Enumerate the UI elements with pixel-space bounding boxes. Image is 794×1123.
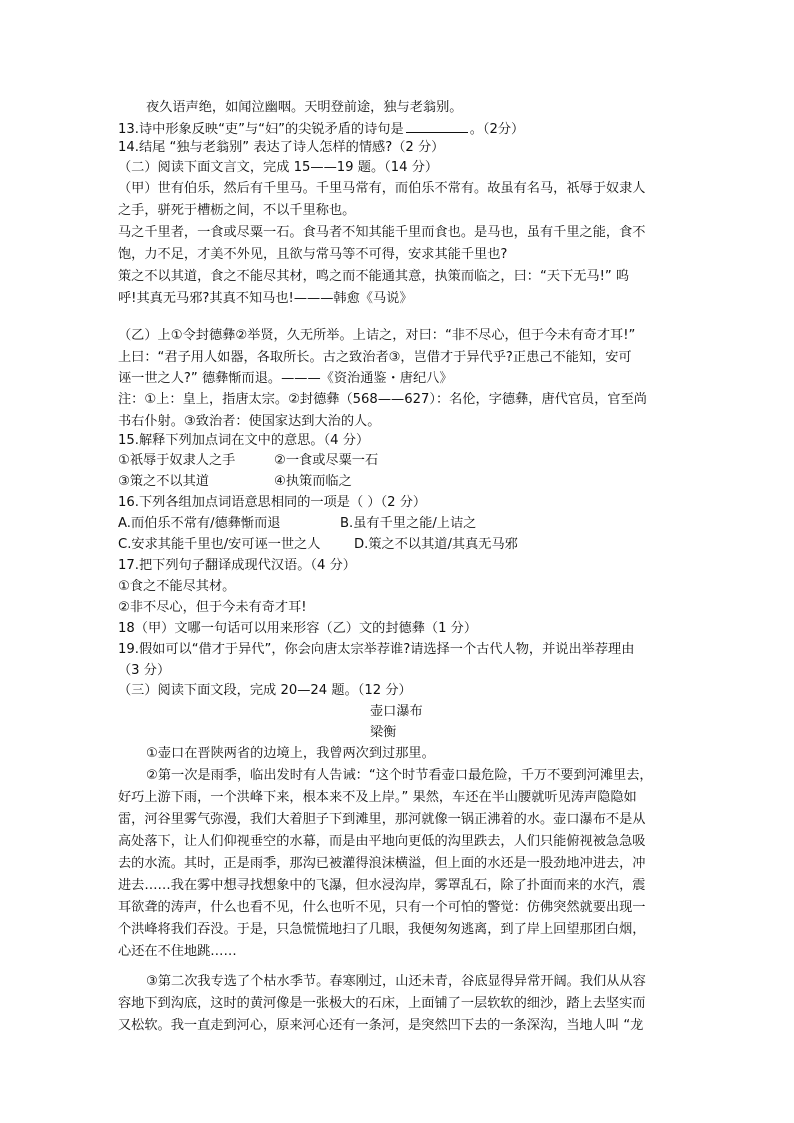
essay-paragraph-2-line: ②第一次是雨季，临出发时有人告诫：“这个时节看壶口最危险，千万不要到河滩里去， <box>146 768 653 783</box>
question-16: 16.下列各组加点词语意思相同的一项是（ ）（2 分） <box>118 495 427 510</box>
section-2-heading: （二）阅读下面文言文，完成 15——19 题。（14 分） <box>118 160 439 175</box>
annotation-line: 注：①上：皇上，指唐太宗。②封德彝（568——627）：名伦，字德彝，唐代官员，官至尚 <box>118 392 647 407</box>
question-16-options <box>118 514 476 534</box>
question-14: 14.结尾 “独与老翁别” 表达了诗人怎样的情感?（2 分） <box>118 140 445 155</box>
answer-blank[interactable] <box>406 118 468 133</box>
passage-yi-line: 诬一世之人?” 德彝惭而退。———《资治通鉴・唐纪八》 <box>118 371 453 386</box>
passage-jia-line: 饱，力不足，才美不外见，且欲与常马等不可得，安求其能千里也? <box>118 247 508 262</box>
question-15-items <box>118 451 378 471</box>
essay-paragraph-2-line: 去的水流。其时，正是雨季，那沟已被灌得浪沫横溢，但上面的水还是一股劲地冲进去，冲 <box>118 856 646 871</box>
passage-yi-line: 上曰：“君子用人如器，各取所长。古之致治者③，岂借才于异代乎?正患己不能知，安可 <box>118 350 632 365</box>
essay-paragraph-2-line: 进去……我在雾中想寻找想象中的飞瀑，但水浸沟岸，雾罩乱石，除了扑面而来的水汽，震 <box>118 878 646 893</box>
passage-jia-line: 呼!其真无马邪?其真不知马也!———韩愈《马说》 <box>118 291 413 306</box>
option-a[interactable]: A.而伯乐不常有/德彝惭而退 <box>118 516 281 531</box>
question-13-text: 13.诗中形象反映“吏”与“妇”的尖锐矛盾的诗句是 <box>118 122 404 137</box>
question-15-item: ②一食或尽粟一石 <box>274 453 379 468</box>
essay-paragraph-2-line: 好巧上游下雨，一个洪峰下来，根本来不及上岸。” 果然，车还在半山腰就听见涛声隐隐如 <box>118 790 637 805</box>
option-b[interactable]: B.虽有千里之能/上诘之 <box>340 516 477 531</box>
poem-last-line: 夜久语声绝，如闻泣幽咽。天明登前途，独与老翁别。 <box>146 100 463 115</box>
essay-paragraph-1: ①壶口在晋陕两省的边境上，我曾两次到过那里。 <box>146 746 435 761</box>
question-15: 15.解释下列加点词在文中的意思。（4 分） <box>118 433 370 448</box>
passage-jia-line: 策之不以其道，食之不能尽其材，鸣之而不能通其意，执策而临之，曰：“天下无马!” 呜 <box>118 269 630 284</box>
essay-paragraph-2-line: 心还在不住地跳…… <box>118 944 237 959</box>
passage-jia-line: 之手，骈死于槽枥之间，不以千里称也。 <box>118 203 356 218</box>
passage-jia-line: 马之千里者，一食或尽粟一石。食马者不知其能千里而食也。是马也，虽有千里之能，食不 <box>118 225 646 240</box>
question-17-item: ①食之不能尽其材。 <box>118 579 236 594</box>
essay-paragraph-3-line: 又松软。我一直走到河心，原来河心还有一条河，是突然凹下去的一条深沟，当地人叫 “龙 <box>118 1018 644 1033</box>
section-3-heading: （三）阅读下面文段，完成 20—24 题。（12 分） <box>118 683 412 698</box>
question-13-score: 。（2分） <box>469 122 525 137</box>
question-19-line: （3 分） <box>118 663 171 678</box>
essay-paragraph-2-line: 个洪峰将我们吞没。于是，只急慌慌地扫了几眼，我便匆匆逃离，到了岸上回望那团白烟， <box>118 922 646 937</box>
question-19-line: 19.假如可以“借才于异代”，你会向唐太宗举荐谁?请选择一个古代人物，并说出举荐理由 <box>118 642 635 657</box>
essay-title: 壶口瀑布 <box>370 704 423 719</box>
option-d[interactable]: D.策之不以其道/其真无马邪 <box>354 537 518 552</box>
essay-paragraph-2-line: 高处落下，让人们仰视垂空的水幕，而是由平地向更低的沟里跌去，人们只能俯视被急急吸 <box>118 834 646 849</box>
question-15-item: ③策之不以其道 <box>118 474 209 489</box>
question-16-options <box>118 535 518 555</box>
passage-jia-line: （甲）世有伯乐，然后有千里马。千里马常有，而伯乐不常有。故虽有名马，祇辱于奴隶人 <box>118 181 646 196</box>
essay-paragraph-3-line: ③第二次我专选了个枯水季节。春寒刚过，山还未青，谷底显得异常开阔。我们从从容 <box>146 974 646 989</box>
question-17-item: ②非不尽心，但于今未有奇才耳! <box>118 600 307 615</box>
question-17: 17.把下列句子翻译成现代汉语。（4 分） <box>118 558 356 573</box>
question-15-item: ①祇辱于奴隶人之手 <box>118 453 236 468</box>
question-13 <box>118 118 524 138</box>
question-18: 18（甲）文哪一句话可以用来形容（乙）文的封德彝（1 分） <box>118 621 478 636</box>
essay-paragraph-3-line: 容地下到沟底，这时的黄河像是一张极大的石床，上面铺了一层软软的细沙，踏上去坚实而 <box>118 996 646 1011</box>
question-15-items <box>118 472 352 492</box>
essay-paragraph-2-line: 耳欲聋的涛声，什么也看不见，什么也听不见，只有一个可怕的警觉：仿佛突然就要出现一 <box>118 900 646 915</box>
option-c[interactable]: C.安求其能千里也/安可诬一世之人 <box>118 537 321 552</box>
essay-paragraph-2-line: 雷，河谷里雾气弥漫，我们大着胆子下到滩里，那河就像一锅正沸着的水。壶口瀑布不是从 <box>118 812 646 827</box>
passage-yi-line: （乙）上①令封德彝②举贤，久无所举。上诘之，对曰：“非不尽心，但于今未有奇才耳!” <box>118 328 636 343</box>
question-15-item: ④执策而临之 <box>274 474 352 489</box>
essay-author: 梁衡 <box>370 725 397 740</box>
annotation-line: 书右仆射。③致治者：使国家达到大治的人。 <box>118 414 381 429</box>
